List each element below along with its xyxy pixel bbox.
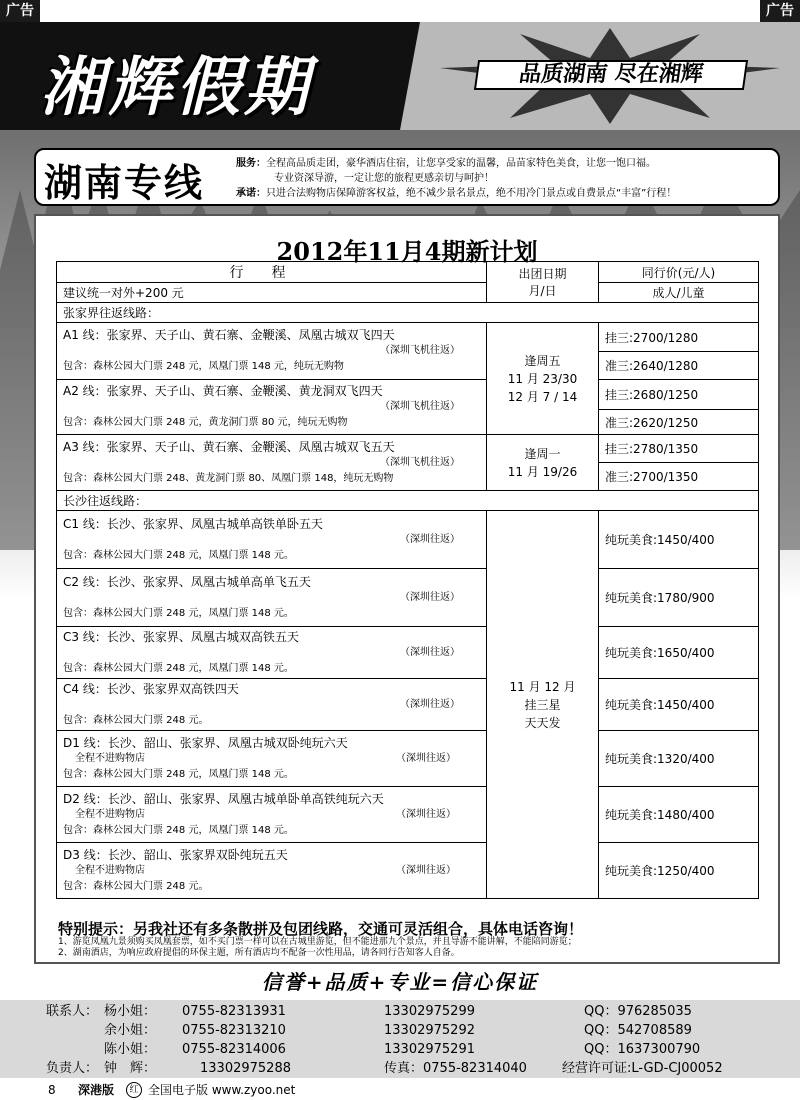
price-a3-1: 挂三:2780/1350 [599, 435, 759, 463]
page-footer [0, 1080, 800, 1100]
date-cs-3: 天天发 [524, 715, 561, 730]
route-d2-inc: 包含：森林公园大门票 248 元，凤凰门票 148 元。 [63, 824, 294, 836]
route-c2-title: C2 线：长沙、张家界、凤凰古城单高单飞五天 [63, 574, 311, 589]
route-d3 [57, 843, 487, 899]
table-header-row [57, 262, 759, 283]
route-d1-row2 [63, 751, 480, 767]
price-a1-2: 准三:2640/1280 [599, 352, 759, 380]
ad-label-left: 广告 [0, 0, 40, 22]
hunan-line-box [34, 148, 780, 206]
route-d2-note: 全程不进购物店 [75, 808, 145, 820]
contacts-section [0, 1000, 800, 1078]
contact-mobile: 13302975291 [384, 1042, 475, 1057]
section-row [57, 491, 759, 511]
date-a3 [487, 435, 599, 491]
service-text [236, 156, 776, 201]
price-c3: 纯玩美食:1650/400 [599, 627, 759, 679]
contact-mobile: 13302975292 [384, 1023, 475, 1038]
table-row [57, 679, 759, 731]
contact-qq: QQ：976285035 [584, 1004, 692, 1019]
contact-label: 联系人： [46, 1004, 99, 1019]
route-d1 [57, 731, 487, 787]
contact-tel: 0755-82313931 [182, 1004, 286, 1019]
header-price-sub: 成人/儿童 [599, 283, 759, 303]
person-name: 钟 辉： [104, 1061, 157, 1076]
contact-row [0, 1002, 800, 1021]
route-a2-title: A2 线：张家界、天子山、黄石寨、金鞭溪、黄龙洞双飞四天 [63, 384, 383, 398]
contact-name: 陈小姐： [104, 1042, 157, 1057]
contact-qq: QQ：1637300790 [584, 1042, 701, 1057]
price-c2: 纯玩美食:1780/900 [599, 569, 759, 627]
route-a3-dep: （深圳飞机往返） [380, 456, 460, 468]
date-a3-1: 逢周一 [524, 446, 561, 461]
header-banner [0, 22, 800, 130]
route-a1-inc: 包含：森林公园大门票 248 元，凤凰门票 148 元，纯玩无购物 [63, 361, 344, 372]
route-d3-row2 [63, 863, 480, 879]
date-cs-1: 11 月 12 月 [509, 679, 576, 694]
note-2: 2、湖南酒店，为响应政府提倡的环保主题，所有酒店均不配备一次性用品，请各同行告知客人自备。 [58, 948, 460, 958]
route-a1-title: A1 线：张家界、天子山、黄石寨、金鞭溪、凤凰古城双飞四天 [63, 328, 395, 342]
contact-qq: QQ：542708589 [584, 1023, 692, 1038]
edition-label: 深港版 [78, 1083, 115, 1097]
price-d1: 纯玩美食:1320/400 [599, 731, 759, 787]
edition-badge: 红 [126, 1082, 142, 1098]
route-c2 [57, 569, 487, 627]
route-d2 [57, 787, 487, 843]
contact-name: 杨小姐： [104, 1004, 157, 1019]
service-line-2: 专业资深导游，一定让您的旅程更感亲切与呵护！ [274, 173, 494, 184]
license: 经营许可证:L-GD-CJ00052 [562, 1061, 723, 1076]
ad-label-right: 广告 [760, 0, 800, 22]
header-route: 行程 [57, 262, 487, 283]
date-a12-1: 逢周五 [524, 353, 561, 368]
route-c3-title: C3 线：长沙、张家界、凤凰古城双高铁五天 [63, 629, 299, 644]
header-date [487, 262, 599, 303]
price-c4: 纯玩美食:1450/400 [599, 679, 759, 731]
route-d1-dep: （深圳往返） [396, 752, 456, 764]
motto: 信誉+品质+专业=信心保证 [261, 970, 539, 994]
contact-row [0, 1021, 800, 1040]
header-date-label: 出团日期 [518, 267, 567, 281]
route-c4 [57, 679, 487, 731]
route-c2-dep: （深圳往返） [400, 591, 460, 603]
table-row [57, 511, 759, 569]
route-c4-dep: （深圳往返） [400, 698, 460, 710]
page-number: 8 [48, 1083, 56, 1097]
table-row [57, 323, 759, 352]
section-cs: 长沙往返线路： [57, 491, 759, 511]
route-d1-title: D1 线：长沙、韶山、张家界、凤凰古城双卧纯玩六天 [63, 735, 348, 750]
route-d2-dep: （深圳往返） [396, 808, 456, 820]
route-d3-note: 全程不进购物店 [75, 864, 145, 876]
note-1: 1、游览凤凰九景须购买凤凰套票，如不买门票一样可以在古城里游览，但不能进那九个景点，并且导游不能讲解，不能陪同游览； [58, 937, 577, 947]
route-c1-inc: 包含：森林公园大门票 248 元，凤凰门票 148 元。 [63, 549, 294, 561]
itinerary-table [56, 261, 759, 899]
route-d3-dep: （深圳往返） [396, 864, 456, 876]
date-cs [487, 511, 599, 899]
date-a3-2: 11 月 19/26 [507, 464, 578, 479]
route-a2-inc: 包含：森林公园大门票 248 元，黄龙洞门票 80 元，纯玩无购物 [63, 417, 348, 428]
route-c1 [57, 511, 487, 569]
route-d2-title: D2 线：长沙、韶山、张家界、凤凰古城单卧单高铁纯玩六天 [63, 791, 384, 806]
person-label: 负责人： [46, 1061, 99, 1076]
price-c1: 纯玩美食:1450/400 [599, 511, 759, 569]
route-c3 [57, 627, 487, 679]
promise-text: 只进合法购物店保障游客权益，绝不减少景名景点，绝不用冷门景点或自费景点“丰富”行程！ [266, 188, 677, 199]
plan-title: 2012年11月4期新计划 [276, 237, 538, 266]
hunan-line-title: 湖南专线 [44, 160, 205, 205]
route-a1-dep: （深圳飞机往返） [380, 345, 460, 356]
table-row [57, 380, 759, 410]
route-c1-dep: （深圳往返） [400, 533, 460, 545]
table-row [57, 731, 759, 787]
promise-label: 承诺： [236, 188, 266, 199]
route-a3-title: A3 线：张家界、天子山、黄石寨、金鞭溪、凤凰古城双飞五天 [63, 439, 395, 454]
price-a3-2: 准三:2700/1350 [599, 463, 759, 491]
contact-tel: 0755-82314006 [182, 1042, 286, 1057]
route-c3-dep: （深圳往返） [400, 646, 460, 658]
section-zjj: 张家界往返线路： [57, 303, 759, 323]
route-d1-note: 全程不进购物店 [75, 752, 145, 764]
header-price: 同行价(元/人) [599, 262, 759, 283]
special-notice: 特别提示：另我社还有多条散拼及包团线路，交通可灵活组合，具体电话咨询！ [58, 920, 584, 938]
route-c2-inc: 包含：森林公园大门票 248 元，凤凰门票 148 元。 [63, 607, 294, 619]
route-d1-inc: 包含：森林公园大门票 248 元，凤凰门票 148 元。 [63, 768, 294, 780]
route-d3-title: D3 线：长沙、韶山、张家界双卧纯玩五天 [63, 847, 288, 862]
person-mobile: 13302975288 [200, 1061, 291, 1076]
date-a12-2: 11 月 23/30 [507, 371, 578, 386]
table-row [57, 569, 759, 627]
notes [58, 937, 778, 959]
itinerary-panel [34, 214, 780, 964]
contact-row [0, 1059, 800, 1078]
brand-logo: 湘辉假期 [40, 50, 312, 125]
price-a2-2: 准三:2620/1250 [599, 410, 759, 435]
route-a2-dep: （深圳飞机往返） [380, 401, 460, 412]
table-row [57, 843, 759, 899]
route-a3 [57, 435, 487, 491]
contact-name: 余小姐： [104, 1023, 157, 1038]
route-a3-inc: 包含：森林公园大门票 248、黄龙洞门票 80、凤凰门票 148，纯玩无购物 [63, 472, 394, 484]
fax: 传真：0755-82314040 [384, 1061, 527, 1076]
price-d2: 纯玩美食:1480/400 [599, 787, 759, 843]
contact-mobile: 13302975299 [384, 1004, 475, 1019]
price-a2-1: 挂三:2680/1250 [599, 380, 759, 410]
header-date-sub: 月/日 [528, 284, 557, 298]
service-label: 服务： [236, 158, 266, 169]
route-c4-title: C4 线：长沙、张家界双高铁四天 [63, 681, 239, 696]
date-a1-a2 [487, 323, 599, 435]
route-c3-inc: 包含：森林公园大门票 248 元，凤凰门票 148 元。 [63, 662, 294, 674]
route-a1 [57, 323, 487, 380]
contact-tel: 0755-82313210 [182, 1023, 286, 1038]
route-c1-title: C1 线：长沙、张家界、凤凰古城单高铁单卧五天 [63, 516, 323, 531]
national-edition: 全国电子版 www.zyoo.net [148, 1083, 296, 1097]
contact-row [0, 1040, 800, 1059]
table-row [57, 435, 759, 463]
section-row [57, 303, 759, 323]
price-a1-1: 挂三:2700/1280 [599, 323, 759, 352]
service-line-1: 全程高品质走团，豪华酒店住宿，让您享受家的温馨，品苗家特色美食，让您一饱口福。 [266, 158, 656, 169]
route-d3-inc: 包含：森林公园大门票 248 元。 [63, 880, 209, 892]
date-cs-2: 挂三星 [524, 697, 561, 712]
slogan: 品质湖南 尽在湘辉 [474, 60, 748, 90]
header-note: 建议统一对外+200 元 [57, 283, 487, 303]
route-a2 [57, 380, 487, 435]
table-row [57, 627, 759, 679]
date-a12-3: 12 月 7 / 14 [507, 389, 578, 404]
route-d2-row2 [63, 807, 480, 823]
table-header-row [57, 283, 759, 303]
table-row [57, 787, 759, 843]
route-c4-inc: 包含：森林公园大门票 248 元。 [63, 714, 209, 726]
price-d3: 纯玩美食:1250/400 [599, 843, 759, 899]
